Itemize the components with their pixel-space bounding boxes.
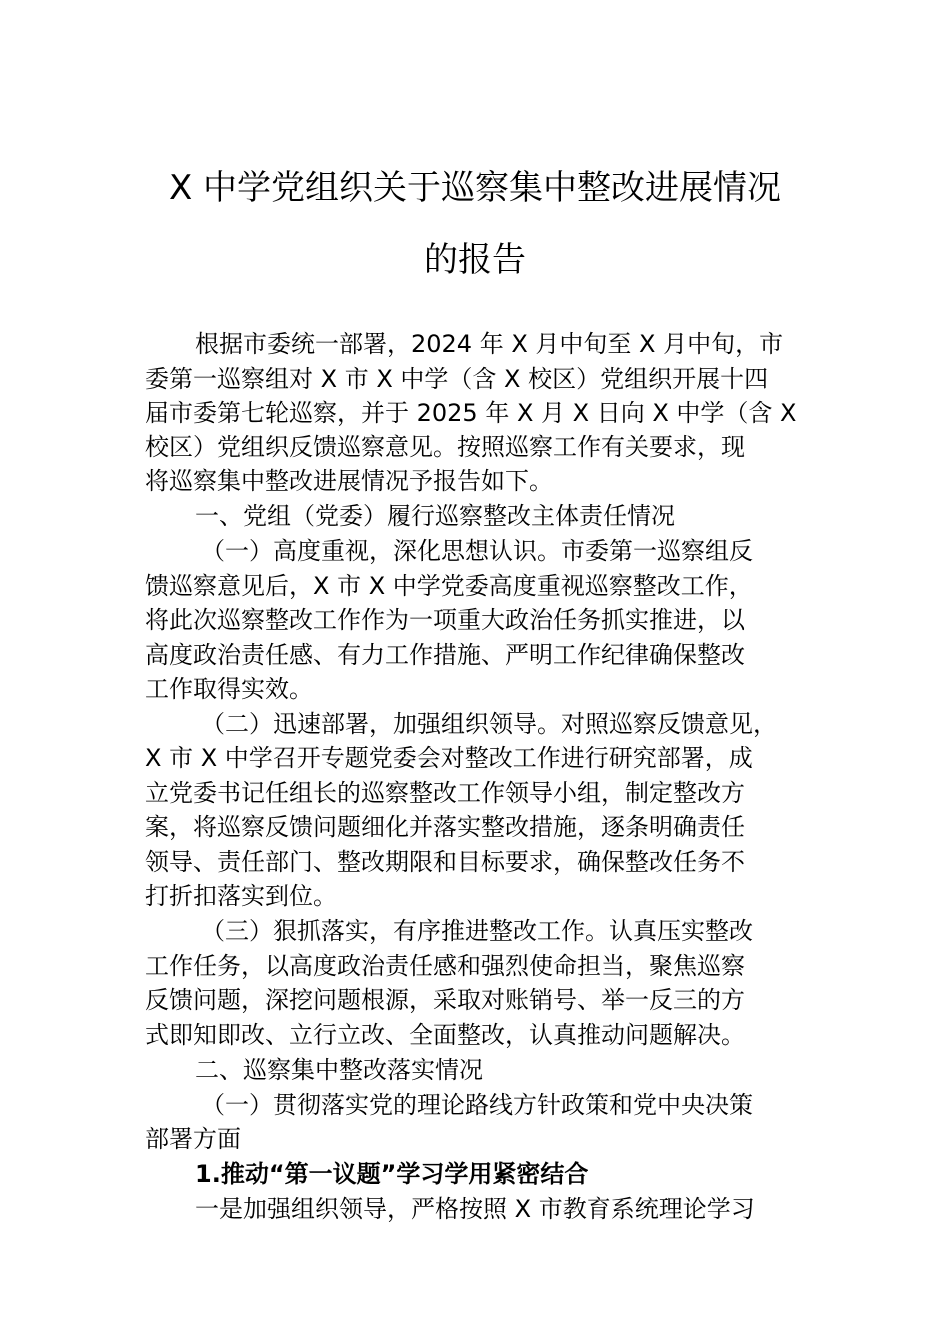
subsection-paragraph-start: （三）狠抓落实，有序推进整改工作。认真压实整改 xyxy=(201,917,753,945)
body-line: 校区）党组织反馈巡察意见。按照巡察工作有关要求，现 xyxy=(145,433,745,461)
document-title-line-1: X 中学党组织关于巡察集中整改进展情况 xyxy=(168,168,782,208)
subsection-paragraph-start: （二）迅速部署，加强组织领导。对照巡察反馈意见， xyxy=(201,710,777,738)
document-title-line-2: 的报告 xyxy=(424,240,526,280)
body-line: 根据市委统一部署，2024 年 X 月中旬至 X 月中旬，市 xyxy=(195,330,784,358)
body-line: 将此次巡察整改工作作为一项重大政治任务抓实推进，以 xyxy=(145,606,745,634)
body-line: 将巡察集中整改进展情况予报告如下。 xyxy=(145,467,553,495)
body-line: 反馈问题，深挖问题根源，采取对账销号、举一反三的方 xyxy=(145,986,745,1014)
body-line: 届市委第七轮巡察，并于 2025 年 X 月 X 日向 X 中学（含 X xyxy=(145,399,797,427)
body-line: 委第一巡察组对 X 市 X 中学（含 X 校区）党组织开展十四 xyxy=(145,365,769,393)
body-line: 立党委书记任组长的巡察整改工作领导小组，制定整改方 xyxy=(145,779,745,807)
body-line: 领导、责任部门、整改期限和目标要求，确保整改任务不 xyxy=(145,848,745,876)
body-line: 工作取得实效。 xyxy=(145,675,313,703)
body-line: 高度政治责任感、有力工作措施、严明工作纪律确保整改 xyxy=(145,641,745,669)
subsection-heading: （一）贯彻落实党的理论路线方针政策和党中央决策 xyxy=(201,1091,753,1119)
body-line: 打折扣落实到位。 xyxy=(145,882,337,910)
body-line: 案，将巡察反馈问题细化并落实整改措施，逐条明确责任 xyxy=(145,813,745,841)
body-line: 一是加强组织领导，严格按照 X 市教育系统理论学习 xyxy=(195,1195,755,1223)
body-line: 式即知即改、立行立改、全面整改，认真推动问题解决。 xyxy=(145,1021,745,1049)
body-line: X 市 X 中学召开专题党委会对整改工作进行研究部署，成 xyxy=(145,744,753,772)
subsection-paragraph-start: （一）高度重视，深化思想认识。市委第一巡察组反 xyxy=(201,537,753,565)
section-heading: 二、巡察集中整改落实情况 xyxy=(195,1056,483,1084)
section-heading: 一、党组（党委）履行巡察整改主体责任情况 xyxy=(195,502,675,530)
item-heading: 1.推动“第一议题”学习学用紧密结合 xyxy=(195,1160,589,1188)
body-line: 工作任务，以高度政治责任感和强烈使命担当，聚焦巡察 xyxy=(145,952,745,980)
body-line: 馈巡察意见后，X 市 X 中学党委高度重视巡察整改工作， xyxy=(145,572,753,600)
body-line: 部署方面 xyxy=(145,1125,241,1153)
